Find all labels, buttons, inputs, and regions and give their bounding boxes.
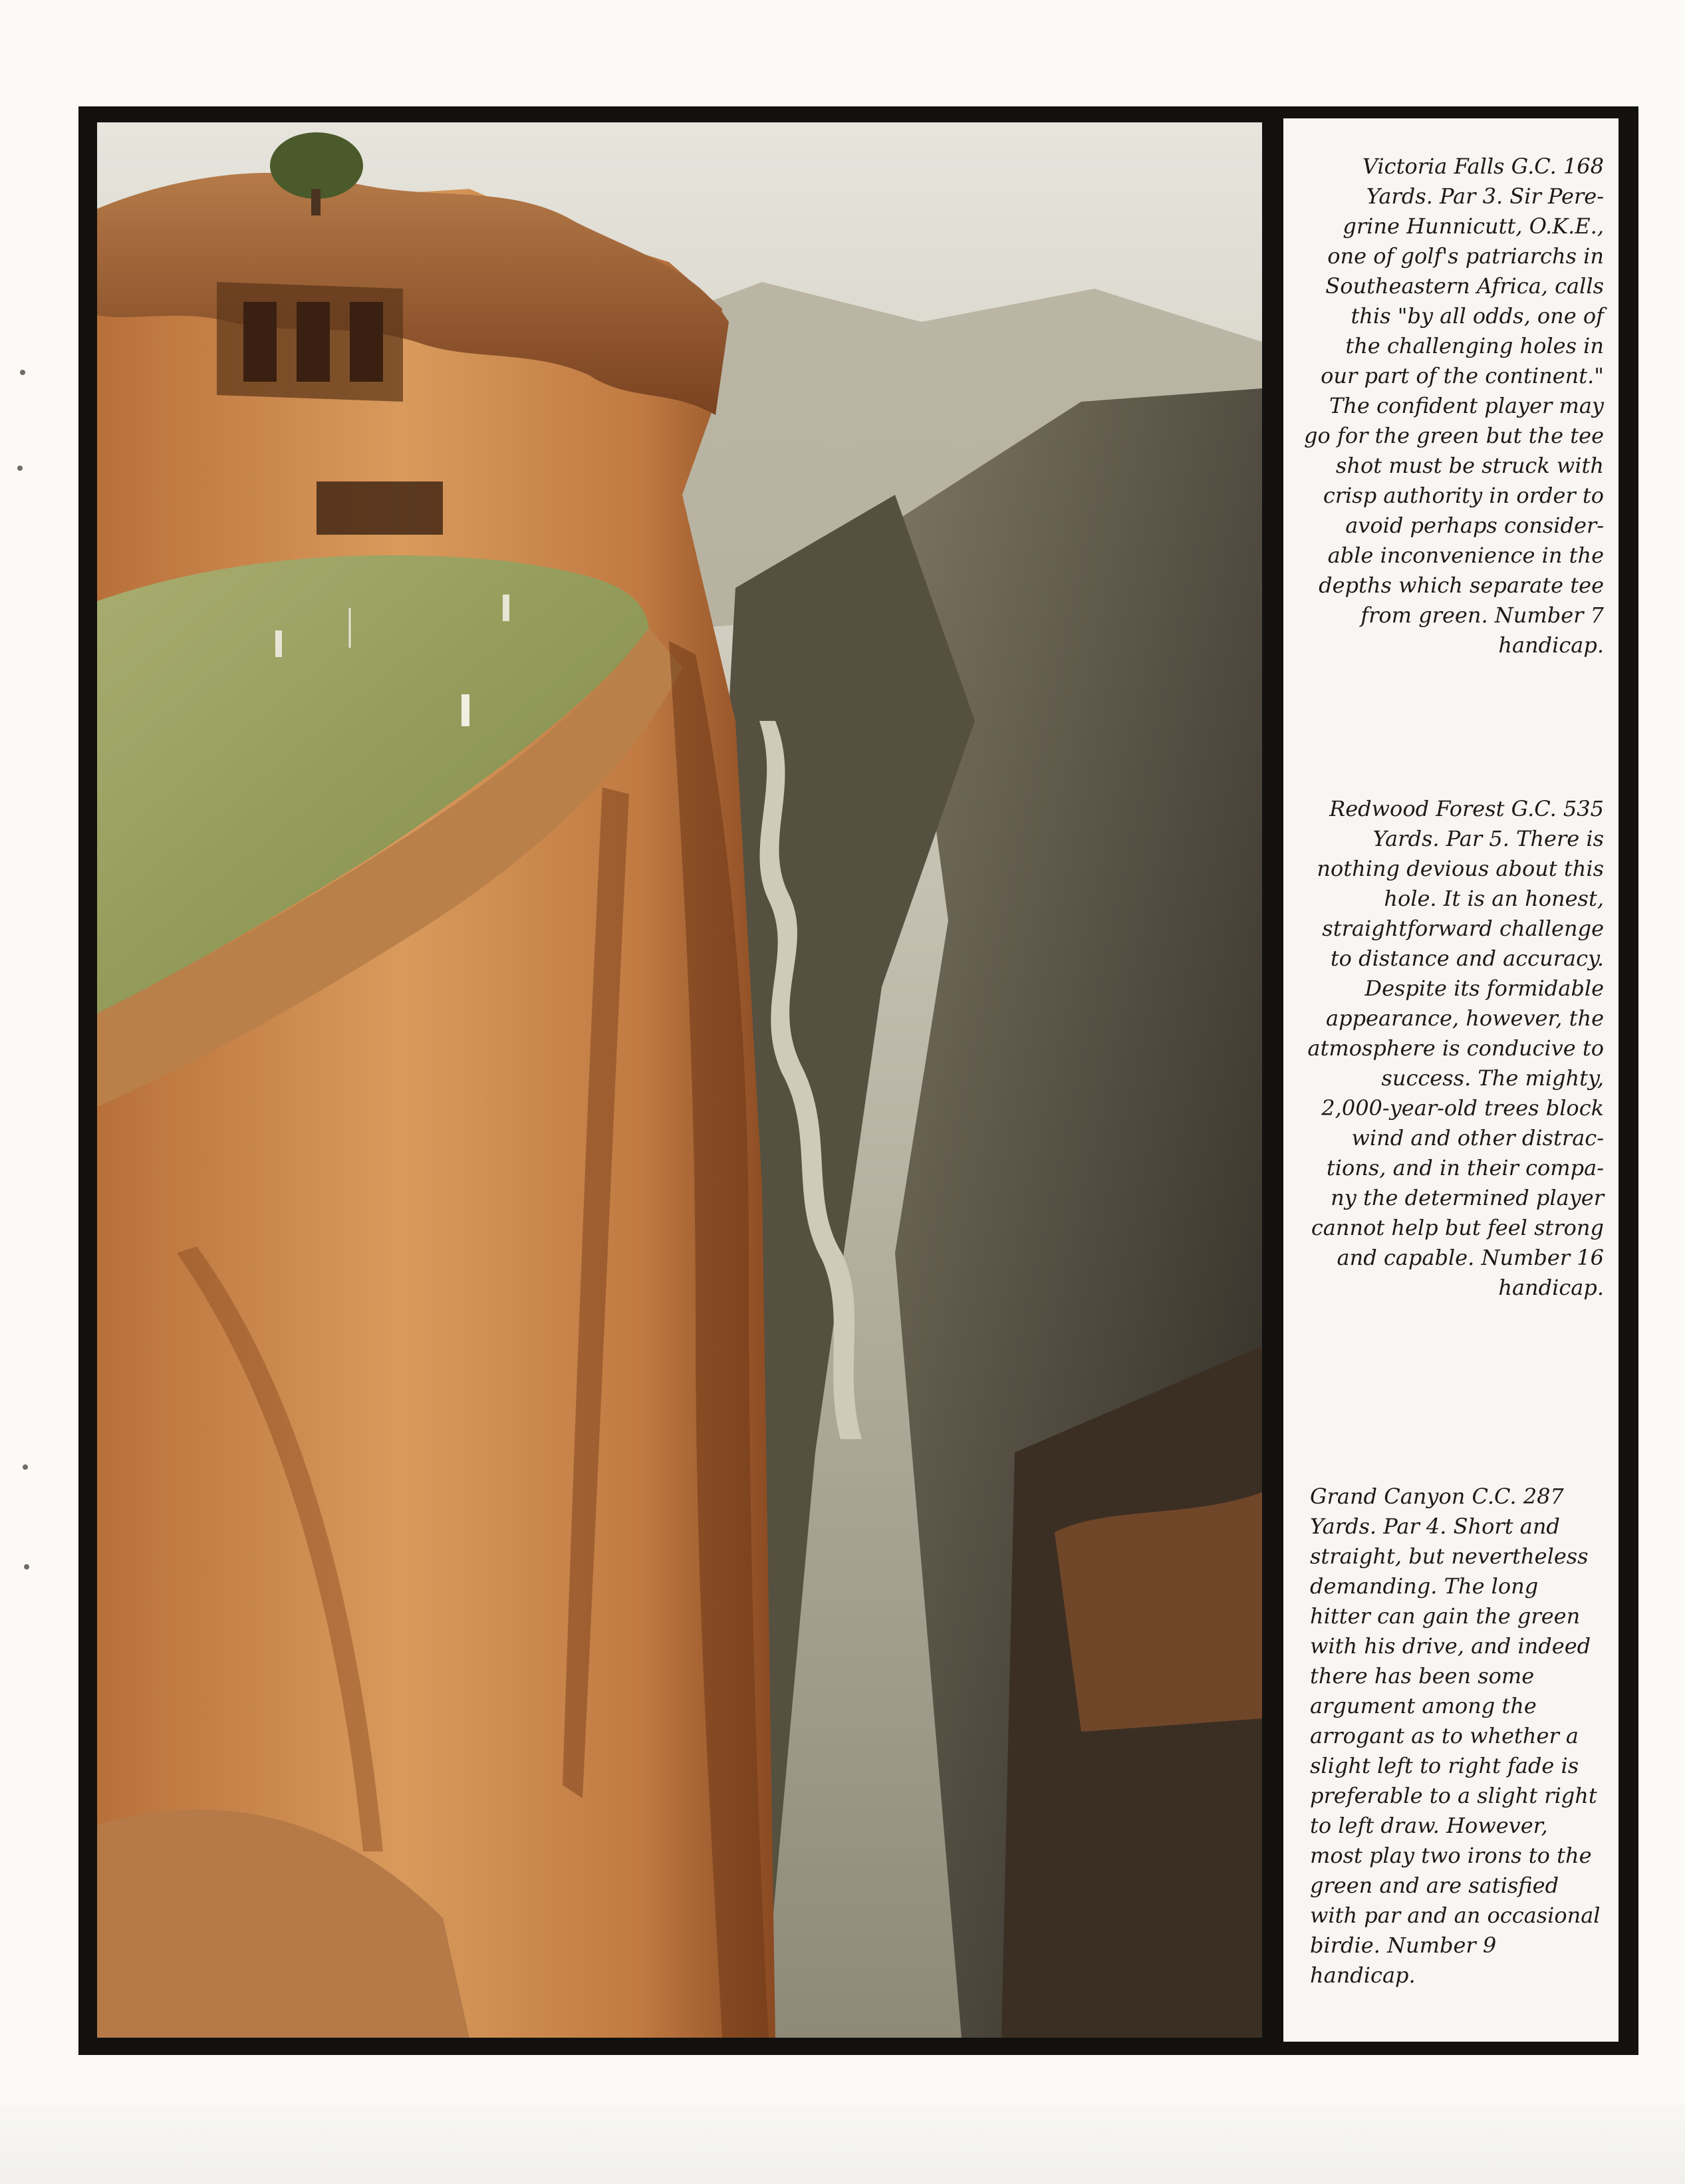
margin-mark bbox=[23, 1464, 28, 1470]
caption-victoria-falls: Victoria Falls G.C. 168 Yards. Par 3. Sir Pere- grine Hunnicutt, O.K.E., one of golf's patriarchs in Southeastern Africa, calls this "by all odds, one of the challenging holes in our part of the continent." The confident player may go for the green but the tee shot must be struck with crisp authority in order to avoid perhaps consider- able inconvenience in the depths which separate tee from green. Number 7 handicap. bbox=[1304, 154, 1604, 658]
margin-mark bbox=[24, 1564, 29, 1570]
margin-mark bbox=[17, 466, 23, 471]
margin-mark bbox=[20, 370, 25, 375]
painting-illustration bbox=[97, 122, 1262, 2038]
grand-canyon-painting bbox=[97, 122, 1262, 2038]
caption-redwood-forest: Redwood Forest G.C. 535 Yards. Par 5. There is nothing devious about this hole. It is an honest, straightforward challenge to distance and accuracy. Despite its formidable appearance, however, the atmosphere is conducive to success. The mighty, 2,000-year-old trees block wind and other distrac- tions, and in their compa- ny the determined player cannot help but feel strong and capable. Number 16 handicap. bbox=[1307, 796, 1604, 1300]
page-bottom-edge bbox=[0, 2104, 1685, 2184]
caption-panel bbox=[1283, 118, 1619, 2042]
caption-grand-canyon: Grand Canyon C.C. 287 Yards. Par 4. Short and straight, but nevertheless demanding. The long hitter can gain the green with his drive, and indeed there has been some argument among the arrogant as to whether a slight left to right fade is preferable to a slight right to left draw. However, most play two irons to the green and are satisfied with par and an occasional birdie. Number 9 handicap. bbox=[1310, 1484, 1601, 1988]
